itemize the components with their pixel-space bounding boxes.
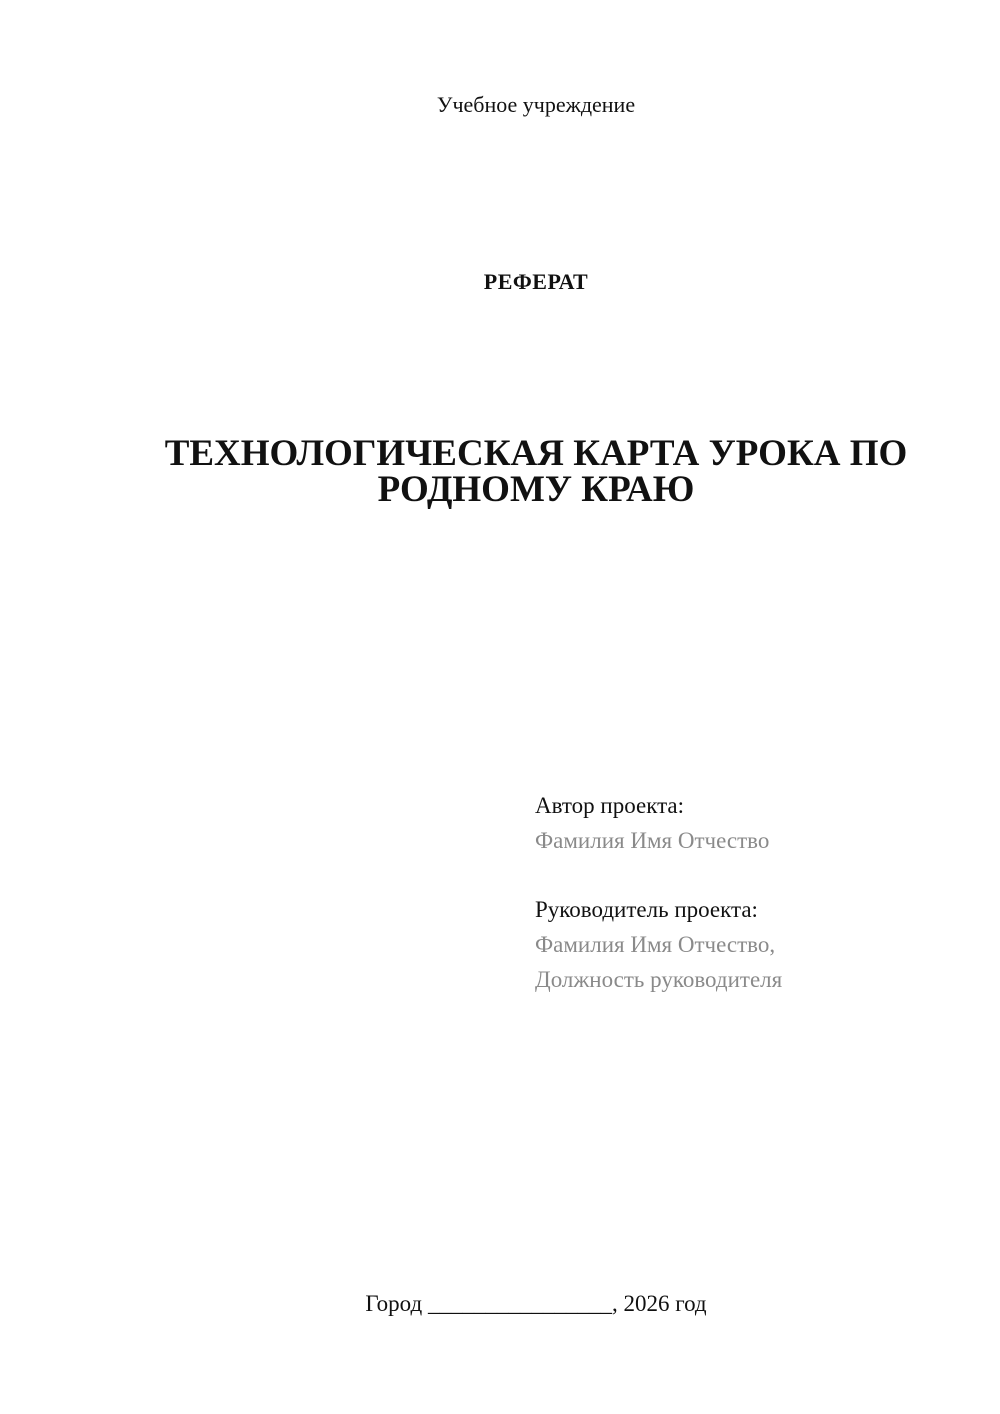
institution-name: Учебное учреждение: [436, 92, 636, 117]
credits-block: [535, 788, 975, 997]
supervisor-label: Руководитель проекта:: [535, 897, 758, 922]
supervisor-name: Фамилия Имя Отчество,: [535, 932, 776, 957]
document-title: [130, 433, 942, 510]
city-blank: ________________: [427, 1291, 612, 1316]
city-year-line: [0, 1289, 1000, 1319]
credits-spacer: [535, 858, 975, 892]
year-label: , 2026 год: [611, 1291, 707, 1316]
title-line-1: ТЕХНОЛОГИЧЕСКАЯ КАРТА УРОКА ПО: [164, 433, 908, 474]
author-label: Автор проекта:: [535, 793, 684, 818]
document-type: РЕФЕРАТ: [483, 269, 589, 294]
title-line-2: РОДНОМУ КРАЮ: [377, 469, 695, 510]
supervisor-position: Должность руководителя: [535, 967, 783, 992]
author-name: Фамилия Имя Отчество: [535, 828, 770, 853]
city-label: Город: [365, 1291, 423, 1316]
